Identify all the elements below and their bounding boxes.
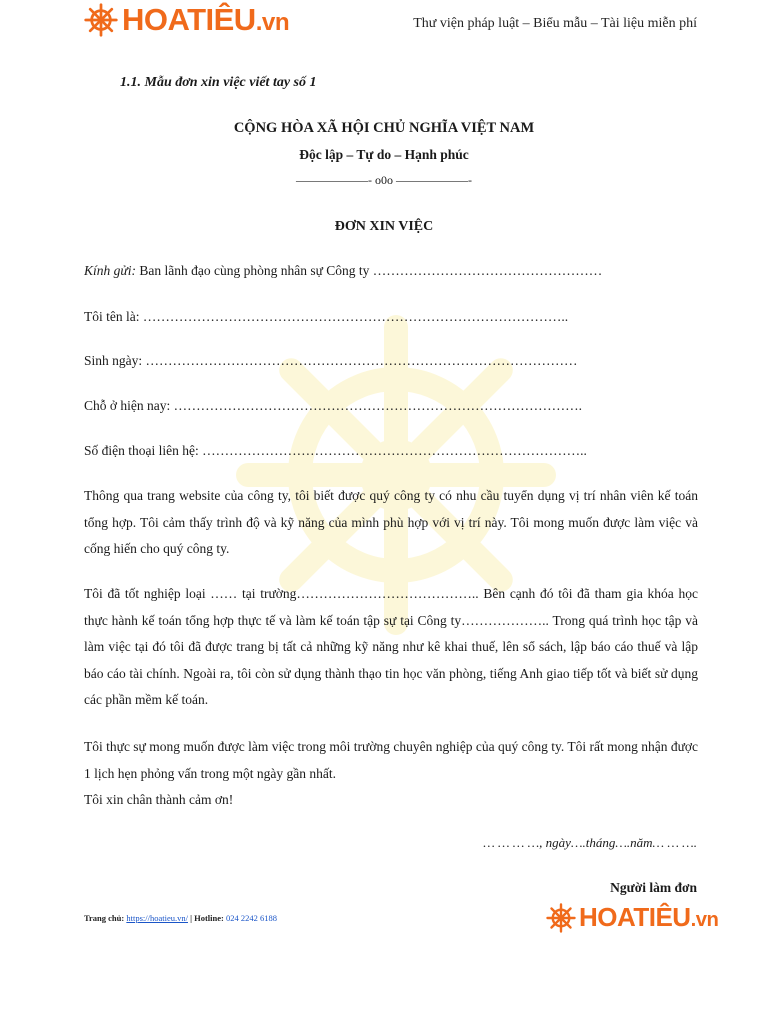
ship-wheel-icon <box>84 3 118 37</box>
footer <box>84 913 277 923</box>
recipient-text: Ban lãnh đạo cùng phòng nhân sự Công ty …………………………………………… <box>136 263 603 278</box>
brand-logo[interactable] <box>84 2 289 38</box>
footer-hotline[interactable]: 024 2242 6188 <box>225 913 277 923</box>
document-title: ĐƠN XIN VIỆC <box>334 219 434 234</box>
logo-wordmark: HOATIÊU.vn <box>122 2 290 37</box>
logo-wordmark: HOATIÊU.vn <box>579 902 719 932</box>
closing-line: Tôi xin chân thành cảm ơn! <box>84 792 234 807</box>
paragraph-request: Tôi thực sự mong muốn được làm việc trong môi trường chuyên nghiệp của quý công ty. Tôi rất mong nhận được 1 lịch hẹn phỏng vấn trong một ngày gần nhất. <box>84 739 699 781</box>
signer-label: Người làm đơn <box>610 880 697 895</box>
field-address: Chỗ ở hiện nay: ………………………………………………………………………………. <box>84 398 583 413</box>
footer-brand-logo[interactable] <box>546 902 718 933</box>
ship-wheel-icon <box>546 903 576 933</box>
nation-heading: CỘNG HÒA XÃ HỘI CHỦ NGHĨA VIỆT NAM <box>233 120 535 136</box>
footer-home-link[interactable]: https://hoatieu.vn/ <box>126 913 188 923</box>
field-phone: Số điện thoại liên hệ: ………………………………………………………………………….. <box>84 443 587 458</box>
motto-heading: Độc lập – Tự do – Hạnh phúc <box>299 147 469 162</box>
paragraph-qualifications: Tôi đã tốt nghiệp loại …… tại trường………………………………….. Bên cạnh đó tôi đã tham gia khóa học thực hành kế toán tổng hợp thực tế và làm kế toán tập sự tại Công ty……………….. Trong quá trình học tập và làm việc tại đó tôi đã được trang bị tất cả những kỹ năng như kê khai thuế, lên sổ sách, lập báo cáo thuế và lập báo cáo tài chính. Ngoài ra, tôi còn sử dụng thành thạo tin học văn phòng, tiếng Anh giao tiếp tốt và biết sử dụng các phần mềm kế toán. <box>84 586 698 707</box>
section-title: 1.1. Mẫu đơn xin việc viết tay số 1 <box>120 75 317 90</box>
recipient-line <box>84 263 698 279</box>
recipient-label: Kính gửi: <box>84 263 136 278</box>
paragraph-intro: Thông qua trang website của công ty, tôi biết được quý công ty có nhu cầu tuyển dụng vị trí nhân viên kế toán tổng hợp. Tôi cảm thấy trình độ và kỹ năng của mình phù hợp với vị trí này. Tôi mong muốn được làm việc và cống hiến cho quý công ty. <box>84 488 698 556</box>
heading-divider: ——————- o0o ——————- <box>296 173 472 187</box>
footer-separator: | Hotline: <box>187 913 226 923</box>
header-tagline: Thư viện pháp luật – Biểu mẫu – Tài liệu miễn phí <box>413 16 697 31</box>
footer-home-label: Trang chủ: <box>84 913 127 923</box>
date-line: … … … …, ngày….tháng….năm… … …. <box>483 835 697 850</box>
field-name: Tôi tên là: ………………………………………………………………………………….. <box>84 309 569 324</box>
field-birthdate: Sinh ngày: …………………………………………………………………………………… <box>84 353 578 368</box>
